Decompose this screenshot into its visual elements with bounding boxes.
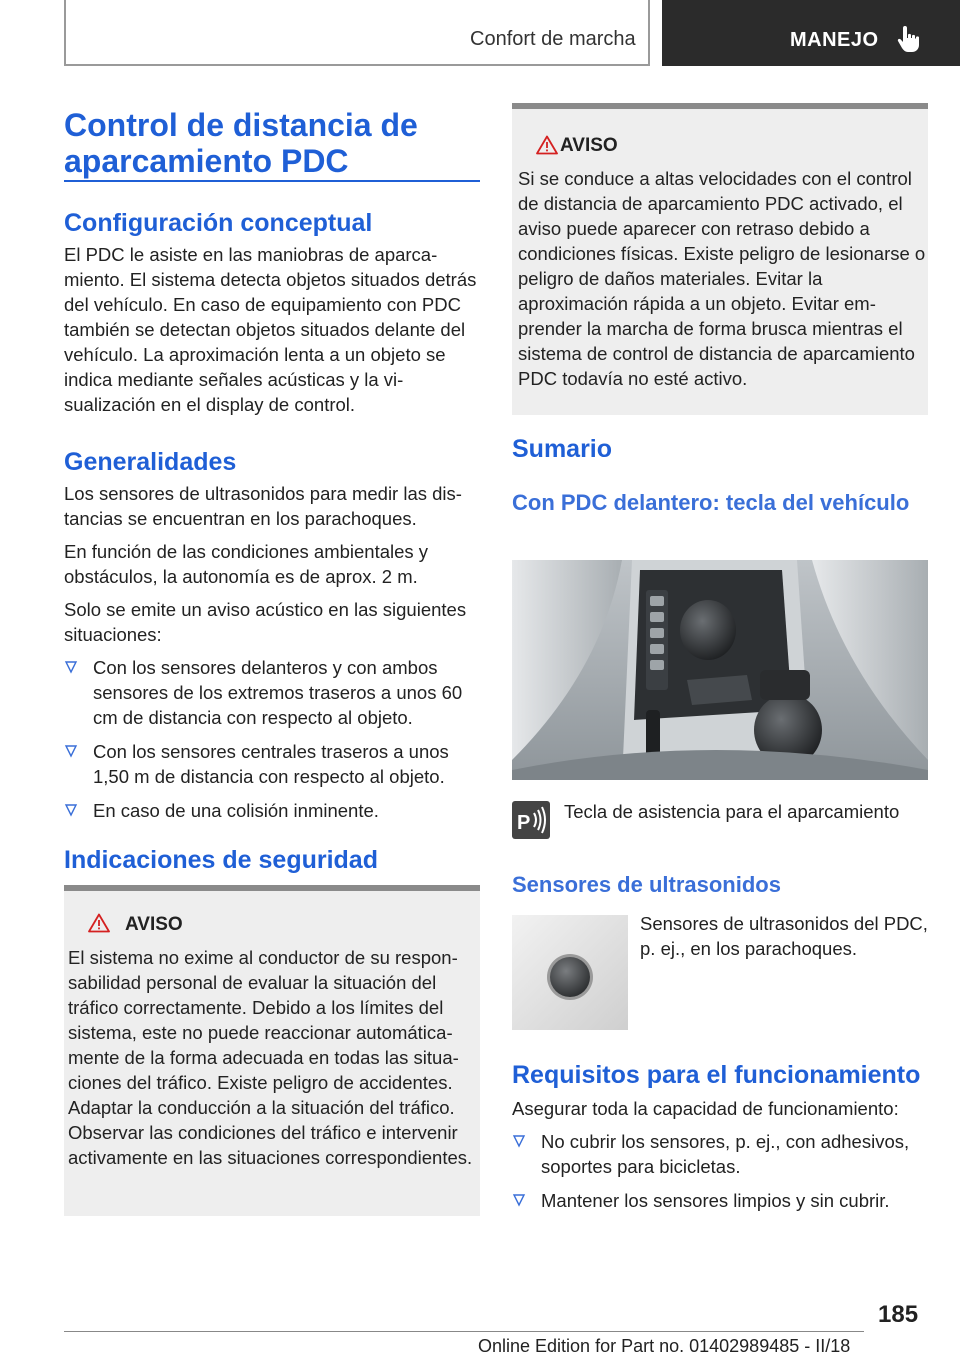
- header-divider-right: [648, 0, 650, 66]
- edition-footer: Online Edition for Part no. 01402989485 - II/18: [478, 1336, 851, 1356]
- page-number: 185: [878, 1301, 919, 1328]
- summary-heading: Sumario: [512, 435, 613, 463]
- speed-warning-box: [512, 103, 928, 415]
- pointing-hand-icon: [896, 24, 922, 54]
- general-section: [64, 447, 480, 823]
- acoustic-warning-list: [64, 655, 480, 823]
- triangle-bullet-icon: [512, 1193, 526, 1207]
- warning-text: El sistema no exime al conductor de su responsabilidad personal de evaluar la situación del tráfico correctamente. Debido a los límites del sistema, este no puede reaccionar automáticamente de la forma adecuada en todas las situaciones del tráfico. Existe peligro de accidentes. Adaptar la conducción a la situación del tráfico. Observar las condiciones del tráfico e intervenir activamente en las situaciones correspondientes.: [68, 947, 473, 1168]
- parking-assist-button-icon: [512, 801, 550, 839]
- triangle-bullet-icon: [64, 660, 78, 674]
- warning-triangle-icon: [88, 913, 110, 933]
- list-item: Con los sensores delanteros y con ambos sensores de los extremos traseros a unos 60 cm de distancia con respecto al objeto.: [64, 655, 480, 730]
- header-underline: [64, 64, 650, 66]
- summary-section: [512, 434, 928, 464]
- page-title: Control de distancia de aparcamiento PDC: [64, 107, 418, 179]
- chapter-tab-label: MANEJO: [790, 29, 879, 51]
- front-pdc-heading: Con PDC delantero: tecla del vehículo: [512, 490, 910, 515]
- general-heading: Generalidades: [64, 448, 237, 476]
- svg-text:P: P: [517, 812, 531, 834]
- general-paragraph-2: En función de las condiciones ambientales y obstáculos, la autonomía es de aprox. 2 m.: [64, 541, 429, 587]
- triangle-bullet-icon: [64, 803, 78, 817]
- safety-section: [64, 845, 480, 875]
- triangle-bullet-icon: [64, 744, 78, 758]
- ultrasonic-sensor-photo: [512, 915, 628, 1030]
- safety-heading: Indicaciones de seguridad: [64, 846, 378, 874]
- center-console-photo: [512, 560, 928, 780]
- main-title-block: [64, 107, 480, 179]
- button-caption: Tecla de asistencia para el aparcamiento: [564, 801, 900, 822]
- safety-warning-box: [64, 885, 480, 1216]
- general-paragraph-1: Los sensores de ultrasonidos para medir las distancias se encuentran en los parachoques.: [64, 483, 462, 529]
- sensors-section: [512, 871, 928, 899]
- concept-section: [64, 208, 480, 417]
- requirements-list: [512, 1129, 928, 1213]
- footer-rule: [64, 1331, 864, 1332]
- requirements-heading: Requisitos para el funcionamiento: [512, 1061, 921, 1089]
- warning-label: AVISO: [125, 914, 183, 935]
- requirements-section: [512, 1060, 928, 1213]
- concept-text: El PDC le asiste en las maniobras de aparcamiento. El sistema detecta objetos situados detrás del vehículo. En caso de equipamiento con PDC también se detectan objetos situados delante del vehículo. La aproximación lenta a un objeto se indica mediante señales acústicas y la visualización en el display de control.: [64, 244, 477, 415]
- list-item: Con los sensores centrales traseros a unos 1,50 m de distancia con respecto al objeto.: [64, 739, 480, 789]
- sensors-heading: Sensores de ultrasonidos: [512, 872, 781, 897]
- concept-heading: Configuración conceptual: [64, 209, 373, 237]
- front-pdc-section: [512, 489, 928, 517]
- warning-triangle-icon: [536, 135, 558, 155]
- list-item: Mantener los sensores limpios y sin cubrir.: [512, 1188, 928, 1213]
- parking-assist-icon: [512, 801, 550, 839]
- sensors-text: Sensores de ultrasonidos del PDC, p. ej., en los parachoques.: [640, 913, 928, 959]
- title-rule: [64, 180, 480, 182]
- list-item: No cubrir los sensores, p. ej., con adhesivos, soportes para bicicletas.: [512, 1129, 928, 1179]
- header-divider-left: [64, 0, 66, 66]
- list-item: En caso de una colisión inminente.: [64, 798, 480, 823]
- warning-label: AVISO: [560, 135, 618, 156]
- header-section-title: Confort de marcha: [470, 28, 636, 50]
- general-paragraph-3: Solo se emite un aviso acústico en las siguientes situaciones:: [64, 599, 467, 645]
- requirements-intro: Asegurar toda la capacidad de funcionamiento:: [512, 1098, 899, 1119]
- warning-text: Si se conduce a altas velocidades con el control de distancia de aparcamiento PDC activado, el aviso puede aparecer con retraso debido a condiciones físicas. Existe peligro de lesionarse o peligro de daños materiales. Evitar la aproximación rápida a un objeto. Evitar emprender la marcha de forma brusca mientras el sistema de control de distancia de aparcamiento PDC todavía no esté activo.: [518, 168, 926, 389]
- triangle-bullet-icon: [512, 1134, 526, 1148]
